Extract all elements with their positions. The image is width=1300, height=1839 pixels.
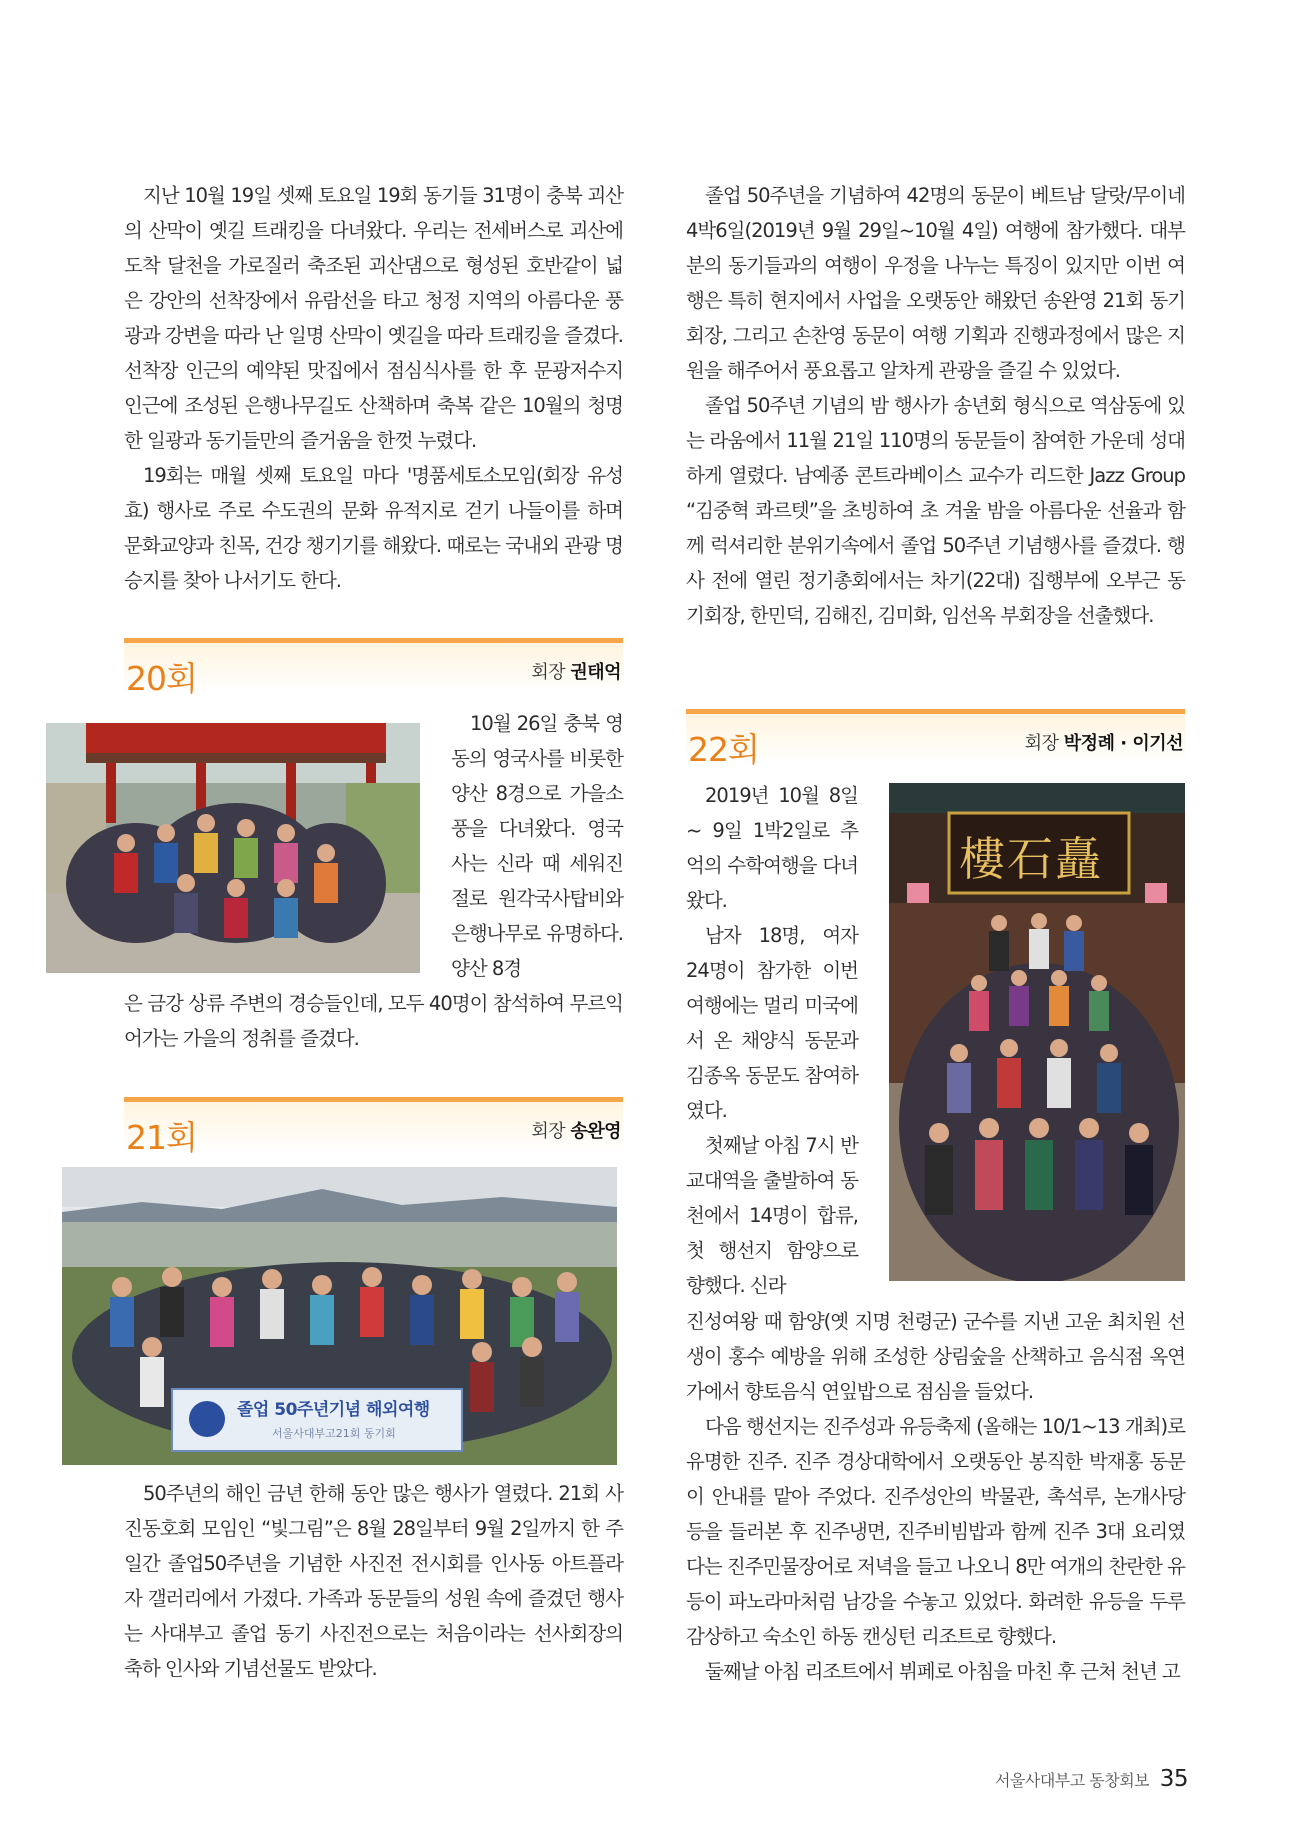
- right-paragraph-1: 졸업 50주년을 기념하여 42명의 동문이 베트남 달랏/무이네 4박6일(2019년 9월 29일~10월 4일) 여행에 참가했다. 대부분의 동기들과의 여행이 우정을 나누는 특징이 있지만 이번 여행은 특히 현지에서 사업을 오랫동안 해왔던 송완영 21회 동기회장, 그리고 손찬영 동문이 여행 기획과 진행과정에서 많은 지원을 해주어서 풍요롭고 알차게 관광을 즐길 수 있었다.: [686, 184, 1185, 382]
- right-paragraph-2: 졸업 50주년 기념의 밤 행사가 송년회 형식으로 역삼동에 있는 라움에서 11월 21일 110명의 동문들이 참여한 가운데 성대하게 열렸다. 남예종 콘트라베이스 교수가 리드한 Jazz Group “김중혁 콰르텟”을 초빙하여 초 겨울 밤을 아름다운 선율과 함께 럭셔리한 분위기속에서 졸업 50주년 기념행사를 즐겼다. 행사 전에 열린 정기총회에서는 차기(22대) 집행부에 오부근 동기회장, 한민덕, 김해진, 김미화, 임선옥 부회장을 선출했다.: [686, 394, 1185, 627]
- section-22-group-photo: [889, 783, 1185, 1281]
- page-number: 35: [1159, 1766, 1188, 1792]
- intro-paragraph-2: 19회는 매월 셋째 토요일 마다 '명품세토소모임(회장 유성효) 행사로 주로 수도권의 문화 유적지로 걷기 나들이를 하며 문화교양과 친목, 건강 챙기기를 해왔다. 때로는 국내외 관광 명승지를 찾아 나서기도 한다.: [124, 464, 623, 592]
- section-22-header: [686, 709, 1185, 769]
- temple-group-photo-image: [46, 723, 420, 973]
- section-22-title: 22회: [688, 730, 759, 769]
- publication-name: 서울사대부고 동창회보: [994, 1771, 1150, 1790]
- section-22-tail-text: 진성여왕 때 함양(옛 지명 천령군) 군수를 지낸 고운 최치원 선생이 홍수 예방을 위해 조성한 상림숲을 산책하고 음식점 옥연가에서 향토음식 연잎밥으로 점심을 들었다. 다음 행선지는 진주성과 유등축제 (올해는 10/1~13 개최)로 유명한 진주. 진주 경상대학에서 오랫동안 봉직한 박재홍 동문이 안내를 맡아 주었다. 진주성안의 박물관, 촉석루, 논개사당 등을 들러본 후 진주냉면, 진주비빔밥과 함께 진주 3대 요리였다는 진주민물장어로 저녁을 들고 나오니 8만 여개의 찬란한 유등이 파노라마처럼 남강을 수놓고 있었다. 화려한 유등을 두루 감상하고 숙소인 하동 캔싱턴 리조트로 향했다. 둘째날 아침 리조트에서 뷔페로 아침을 마친 후 근처 천년 고: [686, 1310, 1185, 1683]
- anniversary-banner-text: 졸업 50주년기념 해외여행: [237, 1400, 430, 1420]
- page-footer: [995, 1766, 1188, 1792]
- section-20-group-photo: [46, 723, 420, 973]
- section-21-body: 50주년의 해인 금년 한해 동안 많은 행사가 열렸다. 21회 사진동호회 모임인 “빛그림”은 8월 28일부터 9월 2일까지 한 주일간 졸업50주년을 기념한 사진전 전시회를 인사동 아트플라자 갤러리에서 가졌다. 가족과 동문들의 성원 속에 즐겼던 행사는 사대부고 졸업 동기 사진전으로는 처음이라는 선사회장의 축하 인사와 기념선물도 받았다.: [124, 1482, 623, 1680]
- right-column-intro: [686, 178, 1185, 633]
- section-22-president: 회장 박정례 · 이기선: [1024, 733, 1183, 754]
- section-21-title: 21회: [126, 1118, 197, 1157]
- section-22-wrap-text: 2019년 10월 8일 ~ 9일 1박2일로 추억의 수학여행을 다녀왔다. 남자 18명, 여자 24명이 참가한 이번 여행에는 멀리 미국에서 온 채양식 동문과 김종옥 동문도 참여하였다. 첫째날 아침 7시 반 교대역을 출발하여 동천에서 14명이 합류, 첫 행선지 함양으로 향했다. 신라: [686, 784, 858, 1297]
- section-21-group-photo: [62, 1167, 617, 1465]
- pavilion-sign-text: 樓石矗: [959, 832, 1103, 886]
- section-21-header: [124, 1097, 623, 1157]
- section-20-president: 회장 권태억: [531, 662, 621, 683]
- section-20-header: [124, 638, 623, 698]
- intro-paragraph-1: 지난 10월 19일 셋째 토요일 19회 동기들 31명이 충북 괴산의 산막이 옛길 트래킹을 다녀왔다. 우리는 전세버스로 괴산에 도착 달천을 가로질러 축조된 괴산댐으로 형성된 호반같이 넓은 강안의 선착장에서 유람선을 타고 청정 지역의 아름다운 풍광과 강변을 따라 난 일명 산막이 옛길을 따라 트래킹을 즐겼다. 선착장 인근의 예약된 맛집에서 점심식사를 한 후 문광저수지 인근에 조성된 은행나무길도 산책하며 축복 같은 10월의 청명한 일광과 동기들만의 즐거움을 한껏 누렸다.: [124, 184, 623, 452]
- section-20-title: 20회: [126, 659, 197, 698]
- section-20-tail-text: 은 금강 상류 주변의 경승들인데, 모두 40명이 참석하여 무르익어가는 가을의 정취를 즐겼다.: [124, 992, 623, 1050]
- section-21-president: 회장 송완영: [531, 1121, 621, 1142]
- section-20-wrap-text: 10월 26일 충북 영동의 영국사를 비롯한 양산 8경으로 가을소풍을 다녀왔다. 영국사는 신라 때 세워진 절로 원각국사탑비와 은행나무로 유명하다. 양산 8경: [451, 712, 623, 980]
- hilltop-group-photo-image: [62, 1167, 617, 1465]
- anniversary-banner-subtext: 서울사대부고21회 동기회: [272, 1427, 396, 1440]
- left-column-intro: [124, 178, 623, 598]
